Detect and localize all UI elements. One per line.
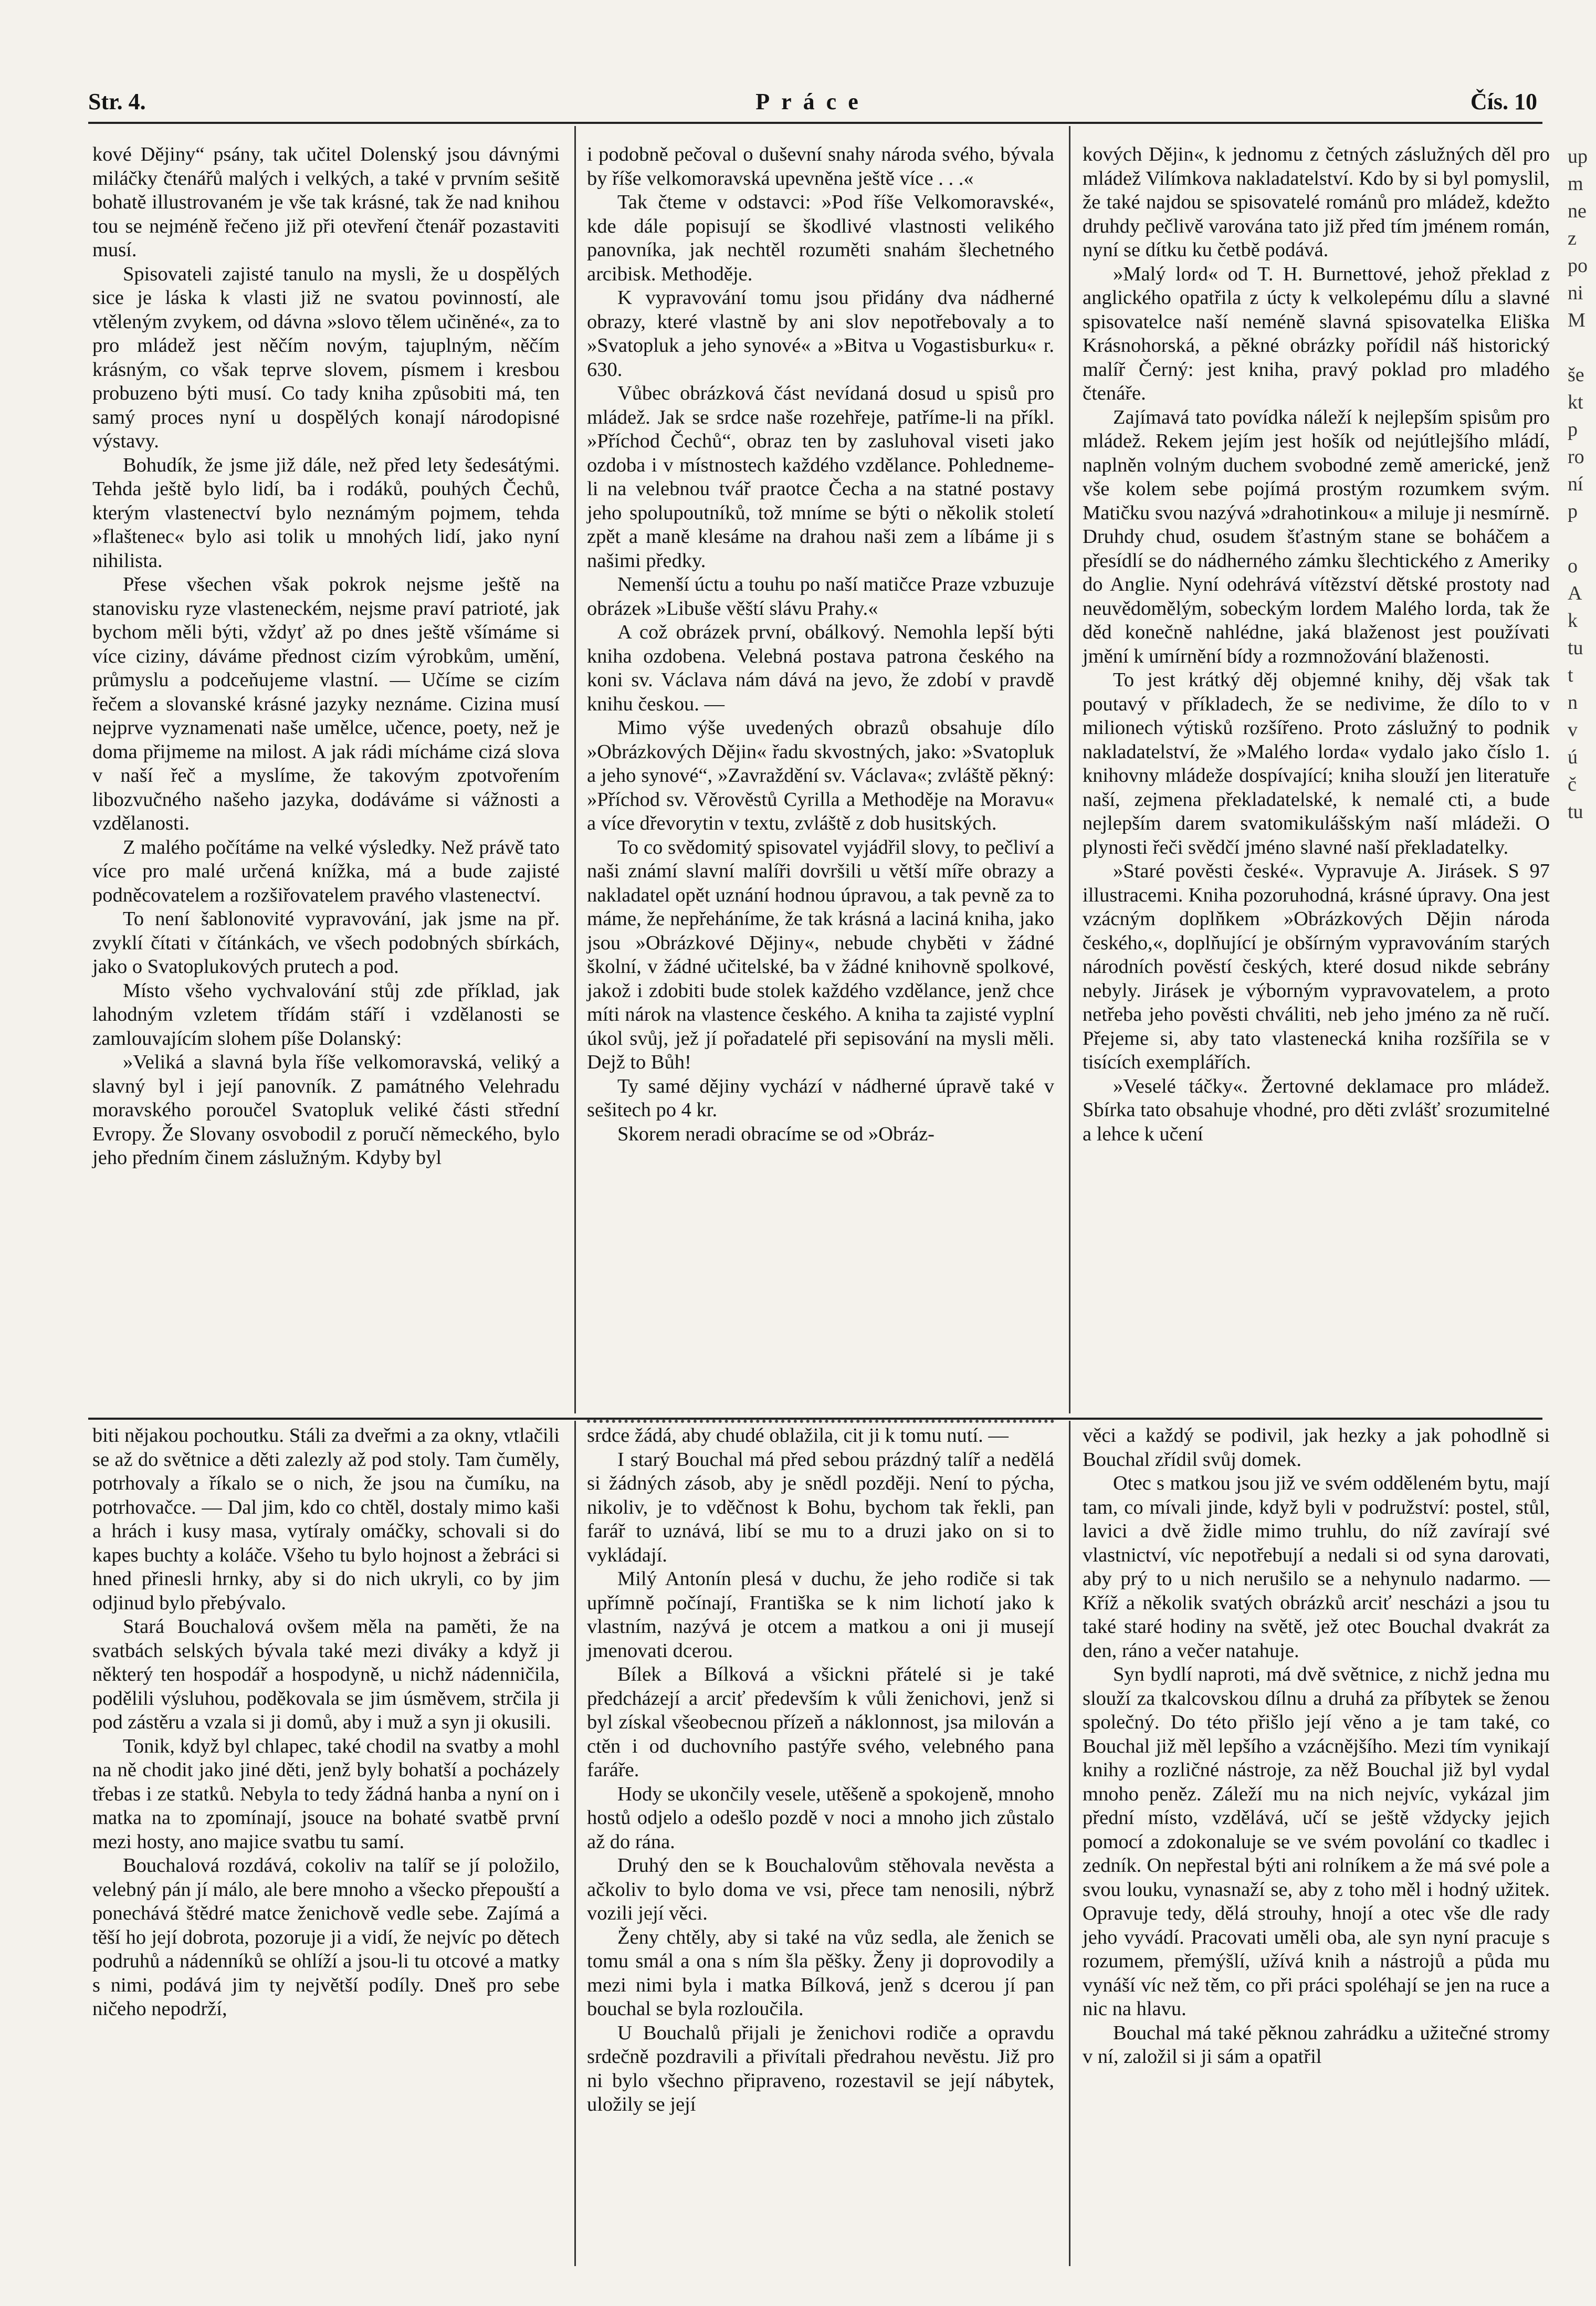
paragraph: Nemenší úctu a touhu po naší matičce Praze vzbuzuje obrázek »Libuše věští slávu Prahy.« [587,573,1054,620]
margin-fragment: up [1568,145,1588,167]
margin-fragment: tu [1568,801,1583,823]
upper-column-2 [587,143,1054,1408]
paragraph: srdce žádá, aby chudé oblažila, cit ji k tomu nutí. — [587,1424,1009,1447]
margin-fragment: tu [1568,637,1583,659]
paragraph: I starý Bouchal má před sebou prázdný talíř a nedělá si žádných zásob, aby je snědl později. Není to pýcha, nikoliv, je to vděčnost k Bohu, bychom tak řekli, pan farář to uznává, libí se mu to a druzi jako on si to vykládají. [587,1448,1054,1566]
paragraph: »Veselé táčky«. Žertovné deklamace pro mládež. Sbírka tato obsahuje vhodné, pro děti zvlášť srozumitelné a lehce k učení [1083,1075,1550,1145]
paragraph: »Malý lord« od T. H. Burnettové, jehož překlad z anglického opatřila z úcty k velkolepému dílu a slavné spisovatelce naší neméně slavná spisovatelka Eliška Krásnohorská, a pěkné obrázky pořídil náš historický malíř Černý: jest kniha, pravý poklad pro mladého čtenáře. [1083,263,1550,404]
paragraph: To co svědomitý spisovatel vyjádřil slovy, to pečliví a naši známí slavní malíři dovršili u větší míře obrazy a nakladatel opět uznání hodnou úpravou, a tak pevně za to máme, že nepřeháníme, že tak krásná a laciná kniha, jako jsou »Obrázkové Dějiny«, nebude chyběti v žádné školní, v žádné učitelské, ba v žádné knihovně spolkové, jakož i zdobiti bude stolek každého vzdělance, jenž chce míti nárok na vlastence českého. A kniha ta zajisté vyplní úkol svůj, jež jí pořadatelé při sepisování na mysli měli. Dejž to Bůh! [587,836,1054,1073]
margin-fragment [1568,525,1596,552]
paragraph: Bohudík, že jsme již dále, než před lety šedesátými. Tehda ještě bylo lidí, ba i rodáků, pouhých Čechů, kterým vlastenectví bylo neznámým pojmem, tehda »flaštenec« bylo asi tolik u mnohých lidí, jako nyní nihilista. [92,454,560,572]
paragraph: Stará Bouchalová ovšem měla na paměti, že na svatbách selských bývala také mezi diváky a když ji některý ten hospodář a hospodyně, u nichž nádenničila, podělili výsluhou, poděkovala se jim úsměvem, strčila ji pod zástěru a vzala si ji domů, aby i muž a syn ji okusili. [92,1616,560,1733]
paragraph: To jest krátký děj objemné knihy, děj však tak poutavý v příkladech, že se nedivime, že dílo to v milionech výtisků rozšířeno. Proto záslužný to podnik nakladatelství, že »Malého lorda« vydalo jako číslo 1. knihovny mládeže dospívající; kniha slouží jen literatuře naší, zejmena překladatelské, k nemalé cti, a bude nejlepším darem svatomikulášským naší mládeži. O plynosti řeči svědčí jméno slavné naší překladatelky. [1083,669,1550,858]
margin-fragment: M [1568,309,1586,331]
paragraph: Přese všechen však pokrok nejsme ještě na stanovisku ryze vlasteneckém, nejsme praví patrioté, jak bychom měli býti, vždyť až po dnes ještě všímáme si více ciziny, dáváme přednost cizím výrobkům, umění, průmyslu a podceňujeme vlastní. — Učíme se cizím řečem a slovanské krásné jazyky neznáme. Cizina musí nejprve vyznamenati naše umělce, učence, poety, než je doma přijmeme na milost. A jak rádi mícháme cizá slova v naší řeč a myslíme, že takovým zpotvořením libozvučného našeho jazyka, dodáváme si vážnosti a vzdělanosti. [92,573,560,834]
paragraph: Spisovateli zajisté tanulo na mysli, že u dospělých sice je láska k vlasti již ne svatou povinností, ale vtěleným zvykem, od dávna »slovo tělem učiněné«, za to pro mládež jest něčím novým, tajuplným, něčím krásným, co však teprve slovem, písmem i kresbou probuzeno býti musí. Co tady kniha způsobiti má, ten samý proces nyní u dospělých konají národopisné výstavy. [92,263,560,452]
column-divider-1 [574,126,576,1413]
issue-number: Čís. 10 [1470,89,1537,114]
paragraph: Tak čteme v odstavci: »Pod říše Velkomoravské«, kde dále popisují se škodlivé vlastnosti velikého panovníka, jak nechtěl rozuměti snahám šlechetného arcibisk. Methoděje. [587,191,1054,285]
paragraph: i podobně pečoval o duševní snahy národa svého, bývala by říše velkomoravská upevněna ještě více . . .« [587,143,1054,190]
lower-column-3 [1083,1424,1550,2264]
adjacent-page-margin [1568,143,1596,825]
margin-fragment: z [1568,227,1577,249]
margin-fragment: p [1568,500,1578,522]
paragraph: »Veliká a slavná byla říše velkomoravská, veliký a slavný byl i její panovník. Z památného Velehradu moravského poroučel Svatopluk veliké části střední Evropy. Že Slovany osvobodil z poručí německého, bylo jeho předním činem záslužným. Kdyby byl [92,1051,560,1169]
margin-fragment: kt [1568,391,1583,413]
paragraph: Milý Antonín plesá v duchu, že jeho rodiče si tak upřímně počínají, Františka se k nim lichotí jako k vlastním, nazývá je otcem a matkou a oni ji musejí jmenovati dcerou. [587,1568,1054,1662]
paragraph: A což obrázek první, obálkový. Nemohla lepší býti kniha ozdobena. Velebná postava patrona českého na koni sv. Václava nám dává na jevo, že zdobí v pravdě knihu českou. — [587,621,1054,715]
margin-fragment [1568,334,1596,361]
paragraph: Syn bydlí naproti, má dvě světnice, z nichž jedna mu slouží za tkalcovskou dílnu a druhá za příbytek se ženou společný. Do této přišlo její věno a je tam také, co Bouchal již měl lepšího a vzácnějšího. Mezi tím vynikají knihy a rozličné nástroje, za něž Bouchal již byl vydal mnoho peněz. Záleží mu na nich nejvíc, vykázal jim přední místo, vzdělává, učí se ještě vždycky jejich pomocí a zdokonaluje se ve svém povolání co tkadlec i zedník. On nepřestal býti ani rolníkem a že má své pole a svou louku, vynasnaží se, aby z toho měl i hodný užitek. Opravuje tedy, dělá strouhy, hnojí a otec vše dle rady jeho vyvádí. Pracovati uměli oba, ale syn nyní pracuje s rozumem, přemýšlí, užívá knih a nástrojů a půda mu vynáší víc než těm, co při práci spoléhají se jen na ruce a nic na hlavu. [1083,1663,1550,2020]
margin-fragment: ne [1568,200,1587,222]
header-rule [88,122,1542,124]
lower-column-2 [587,1424,1054,2264]
paragraph: Ty samé dějiny vychází v nádherné úpravě také v sešitech po 4 kr. [587,1075,1054,1121]
margin-fragment: k [1568,610,1578,632]
paragraph: Tonik, když byl chlapec, také chodil na svatby a mohl na ně chodit jako jiné děti, jenž byly bohatší a pocházely třebas i ze statků. Nebyla to tedy žádná hanba a nyní on i matka na to zpomínají, jsouce na bohaté svatbě první mezi hosty, ano majice svatbu tu samí. [92,1735,560,1853]
margin-fragment: A [1568,582,1582,604]
margin-fragment: še [1568,364,1584,386]
paragraph: Z malého počítáme na velké výsledky. Než právě tato více pro malé určená knížka, má a bude zajisté podněcovatelem a rozšiřovatelem pravého vlastenectví. [92,836,560,906]
paragraph: Zajímavá tato povídka náleží k nejlepším spisům pro mládež. Rekem jejím jest hošík od nejútlejšího mládí, naplněn volným duchem svobodné země americké, jenž vše kolem sebe pojímá prostým rozumkem svým. Matičku svou nazývá »drahotinkou« a miluje ji nesmírně. Druhdy chud, osudem šťastným stane se boháčem a přesídlí se do nádherného zámku šlechtického z Ameriky do Anglie. Nyní odehrává vítězství dětské prostoty nad neuvědomělým, sobeckým lordem Malého lorda, tak že děd konečně nahlédne, jaká blaženost jest používati jmění k umírnění bídy a rozmnožování blaženosti. [1083,406,1550,667]
paragraph: věci a každý se podivil, jak hezky a jak pohodlně si Bouchal zřídil svůj domek. [1083,1424,1550,1471]
margin-fragment: po [1568,255,1588,277]
column-divider-2 [1069,126,1070,1413]
column-divider-2-lower [1069,1421,1070,2266]
paragraph: Bouchal má také pěknou zahrádku a užitečné stromy v ní, založil si ji sám a opatřil [1083,2021,1550,2068]
page-number: Str. 4. [88,89,146,114]
paragraph: Skorem neradi obracíme se od »Obráz- [617,1123,935,1145]
upper-column-1 [92,143,560,1408]
margin-fragment: n [1568,691,1578,714]
paragraph: Místo všeho vychvalování stůj zde příklad, jak lahodným vzletem třídám stáří i vzdělanosti se zamlouvajícím slohem píše Dolanský: [92,979,560,1050]
paragraph: Mimo výše uvedených obrazů obsahuje dílo »Obrázkových Dějin« řadu skvostných, jako: »Svatopluk a jeho synové“, »Zavraždění sv. Václava«; zvláště pěkný: »Příchod sv. Věrověstů Cyrilla a Methoděje na Moravu« a více dřevorytin v textu, zvláště z dob husitských. [587,717,1054,834]
margin-fragment: ní [1568,473,1583,495]
margin-fragment: o [1568,555,1578,577]
newspaper-title: Práce [755,89,870,114]
paragraph: Ženy chtěly, aby si také na vůz sedla, ale ženich se tomu smál a ona s ním šla pěšky. Ženy ji doprovodily a mezi nimi byla i matka Bílková, jenž s dcerou jí pan bouchal se byla rozloučila. [587,1926,1054,2020]
paragraph: Bílek a Bílková a všickni přátelé si je také předcházejí a arciť především k vůli ženichovi, jenž si byl získal všeobecnou přízeň a náklonnost, jsa milován a ctěn i od duchovního pastýře svého, velebného pana faráře. [587,1663,1054,1781]
margin-fragment: v [1568,719,1578,741]
dotted-separator [587,1412,1054,1423]
paragraph: K vypravování tomu jsou přidány dva nádherné obrazy, které vlastně by ani slov nepotřebovaly a to »Svatopluk a jeho synové« a »Bitva u Vogastisburku« r. 630. [587,287,1054,381]
margin-fragment: ni [1568,282,1583,304]
paragraph: Otec s matkou jsou již ve svém odděleném bytu, mají tam, co mívali jinde, když byli v podružství: postel, stůl, lavici a dvě židle mimo truhlu, do níž zavírají své vlastnictví, víc nepotřebují a nedali si od syna darovati, aby prý to u nich nerušilo se a nehynulo nadarmo. — Kříž a několik svatých obrázků arciť nescházi a jsou tu také staré hodiny na světě, jež otec Bouchal dvakrát za den, ráno a večer natahuje. [1083,1472,1550,1662]
lower-column-1 [92,1424,560,2264]
paragraph: »Staré pověsti české«. Vypravuje A. Jirásek. S 97 illustracemi. Kniha pozoruhodná, krásné úpravy. Ona jest vzácným doplňkem »Obrázkových Dějin národa českého,«, doplňující je obšírným vypravováním starých národních pověstí českých, které dosud nikde sebrány nebyly. Jirásek je výborným vypravovatelem, a proto netřeba jeho pověsti chváliti, neb jeho jméno za ně ručí. Přejeme si, aby tato vlastenecká kniha rozšířila se v tisících exemplářích. [1083,860,1550,1073]
paragraph: U Bouchalů přijali je ženichovi rodiče a opravdu srdečně pozdravili a přivítali předrahou nevěstu. Již pro ni bylo všechno připraveno, rozestavil se její nábytek, uložily se její [587,2021,1054,2115]
margin-fragment: m [1568,173,1583,195]
margin-fragment: t [1568,664,1573,686]
paragraph: To není šablonovité vypravování, jak jsme na př. zvyklí čítati v čítánkách, ve všech podobných sbírkách, jako o Svatoplukových prutech a pod. [92,908,560,978]
paragraph: Druhý den se k Bouchalovům stěhovala nevěsta a ačkoliv to bylo doma ve vsi, přece tam nenosili, nýbrž vozili její věci. [587,1854,1054,1924]
paragraph: biti nějakou pochoutku. Stáli za dveřmi a za okny, vtlačili se až do světnice a děti zalezly až pod stoly. Tam čuměly, potrhovaly a říkalo se o nich, že jsou na čumíku, na potrhovačce. — Dal jim, kdo co chtěl, dostaly mimo kaši a hrách i kusy masa, vytíraly omáčky, schovali si do kapes buchty a koláče. Všeho tu bylo hojnost a žebráci si hned přinesli hrnky, aby si do nich ukryli, co by jim odjinud bylo přebývalo. [92,1424,560,1614]
paragraph: kové Dějiny“ psány, tak učitel Dolenský jsou dávnými miláčky čtenářů malých i velkých, a také v prvním sešitě bohatě illustrovaném je vše tak krásné, tak že nad knihou tou se nejméně řečeno již při otevření čtenář pozastaviti musí. [92,143,560,261]
paragraph: Hody se ukončily vesele, utěšeně a spokojeně, mnoho hostů odjelo a odešlo pozdě v noci a mnoho jich zůstalo až do rána. [587,1783,1054,1853]
margin-fragment: p [1568,418,1578,441]
page-header [88,88,1537,120]
paragraph: kových Dějin«, k jednomu z četných záslužných děl pro mládež Vilímkova nakladatelství. Kdo by si byl pomyslil, že také najdou se spisovatelé románů pro mládež, kdežto druhdy pečlivě varována tato již před tím jménem román, nyní se dítku ku četbě podává. [1083,143,1550,261]
margin-fragment: ro [1568,446,1584,468]
upper-column-3 [1083,143,1550,1408]
paragraph: Bouchalová rozdává, cokoliv na talíř se jí položilo, velebný pán jí málo, ale bere mnoho a všecko přepouští a ponechává štědré matce ženichově vedle sebe. Zajímá a těší ho její dobrota, pozoruje ji a vidí, že nejvíc po dětech podruhů a nádenníků se ohlíží a jsou-li tu otcové a matky s nimi, podává jim ty největší podíly. Dneš pro sebe ničeho nepodrží, [92,1854,560,2020]
margin-fragment: ú [1568,746,1578,768]
column-divider-1-lower [574,1421,576,2266]
margin-fragment: č [1568,773,1577,795]
paragraph: Vůbec obrázková část nevídaná dosud u spisů pro mládež. Jak se srdce naše rozehřeje, patříme-li na příkl. »Příchod Čechů“, obraz ten by zasluhoval viseti jako ozdoba i v místnostech každého vzdělance. Pohledneme-li na velebnou tvář praotce Čecha a na statné postavy jeho spolupoutníků, tož mníme se býti o několik století zpět a maně klesáme na drahou naši zem a líbáme ji s našimi předky. [587,382,1054,572]
